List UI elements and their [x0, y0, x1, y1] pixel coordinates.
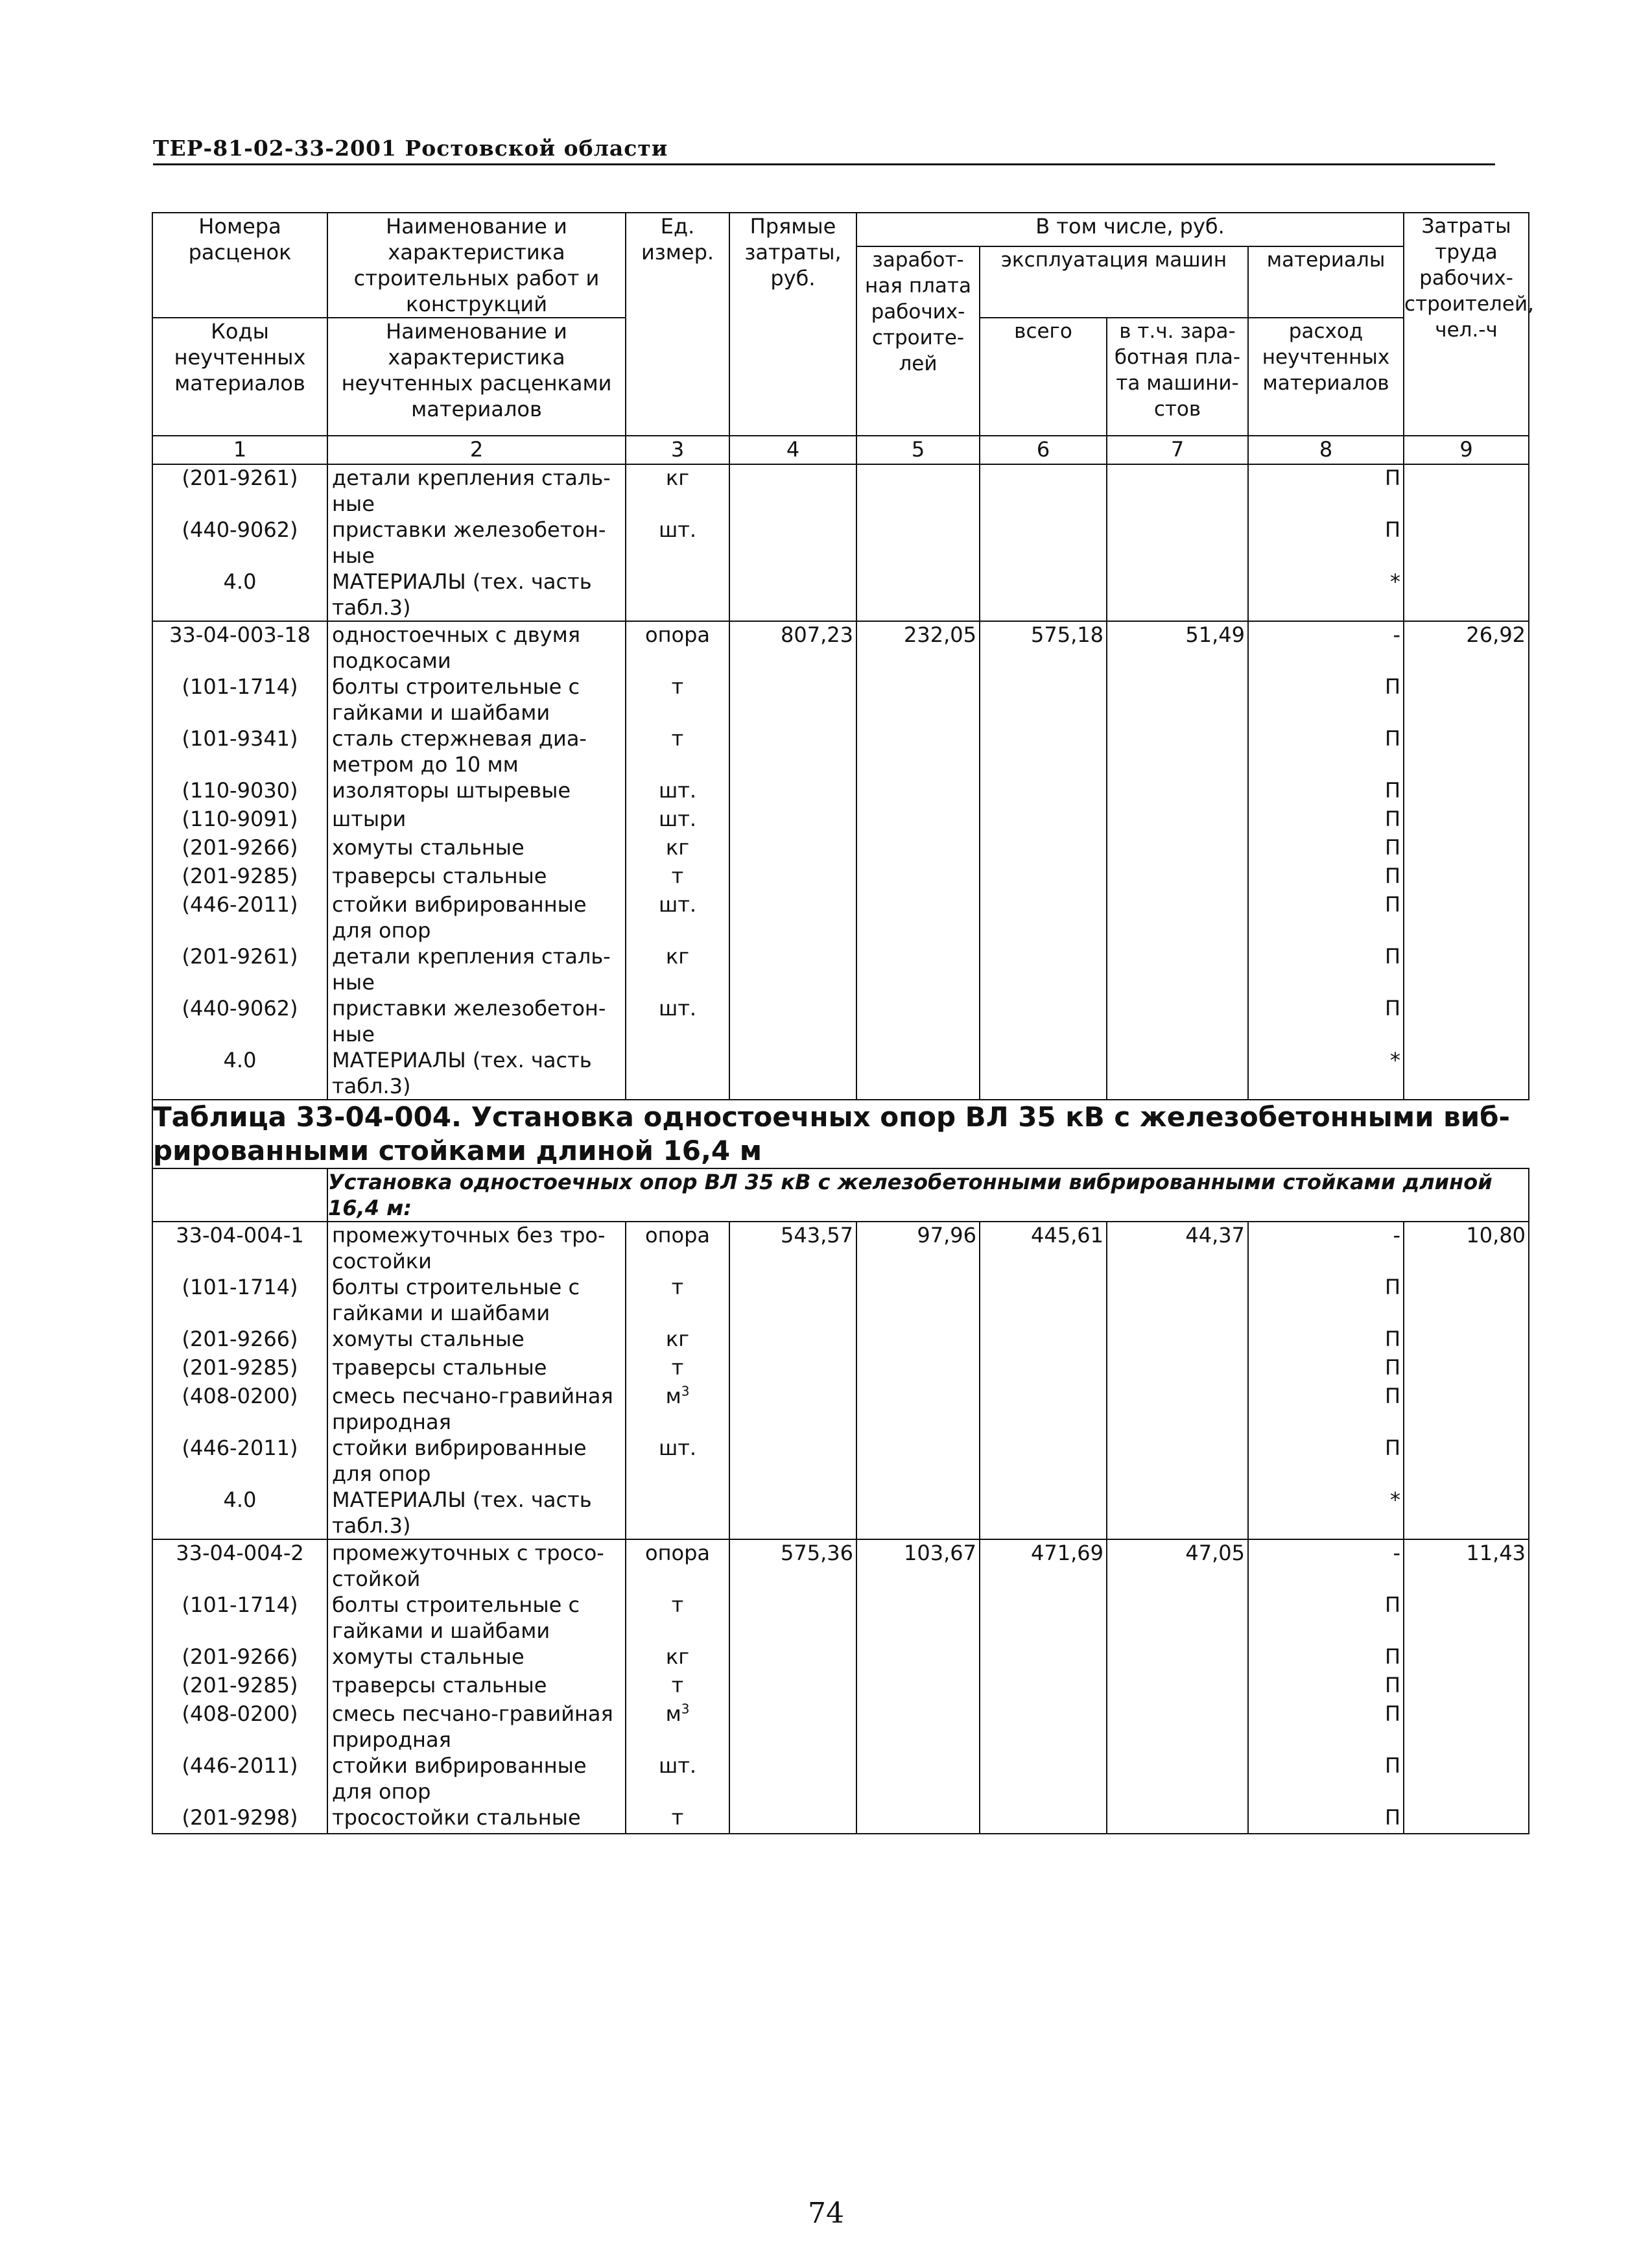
unit: шт.: [626, 995, 729, 1047]
direct-cost: [729, 1383, 856, 1435]
material-code: 4.0: [152, 1487, 327, 1539]
machines-total: 445,61: [980, 1222, 1107, 1274]
material-name: стойки вибрированные для опор: [327, 1435, 626, 1487]
labor: [1404, 1753, 1529, 1805]
direct-cost: 807,23: [729, 621, 856, 674]
machines-total: [980, 777, 1107, 806]
col-labor-header: Затраты труда рабочих-строителей, чел.-ч: [1404, 213, 1529, 436]
direct-cost: [729, 1672, 856, 1701]
material-code: (201-9266): [152, 1644, 327, 1672]
column-number-6: 6: [980, 436, 1107, 464]
machines-total: [980, 1753, 1107, 1805]
unit: кг: [626, 943, 729, 995]
wage: [856, 464, 980, 517]
materials-mark: *: [1248, 1047, 1404, 1100]
unit: шт.: [626, 1435, 729, 1487]
material-code: 4.0: [152, 1047, 327, 1100]
material-name: болты строительные с гайками и шайбами: [327, 1592, 626, 1644]
col-wage-header: заработ-ная плата рабочих-строите-лей: [856, 246, 980, 436]
unit: т: [626, 1805, 729, 1834]
machine-wage: [1107, 1383, 1248, 1435]
materials-mark: -: [1248, 621, 1404, 674]
direct-cost: [729, 1487, 856, 1539]
labor: 11,43: [1404, 1539, 1529, 1592]
labor: [1404, 1672, 1529, 1701]
labor: [1404, 943, 1529, 995]
machines-total: [980, 1592, 1107, 1644]
direct-cost: [729, 892, 856, 943]
material-name: стойки вибрированные для опор: [327, 1753, 626, 1805]
unit: т: [626, 1274, 729, 1326]
wage: [856, 1326, 980, 1355]
machine-wage: [1107, 1701, 1248, 1753]
material-name: смесь песчано-гравийная природная: [327, 1383, 626, 1435]
material-name: изоляторы штыревые: [327, 777, 626, 806]
wage: 232,05: [856, 621, 980, 674]
unit: т: [626, 1592, 729, 1644]
machine-wage: [1107, 1753, 1248, 1805]
rate-name: промежуточных без тро-состойки: [327, 1222, 626, 1274]
material-code: (201-9285): [152, 1672, 327, 1701]
price-table: [152, 212, 1534, 1834]
direct-cost: [729, 995, 856, 1047]
machine-wage: [1107, 835, 1248, 863]
labor: [1404, 517, 1529, 569]
machine-wage: [1107, 1672, 1248, 1701]
direct-cost: [729, 464, 856, 517]
material-name: МАТЕРИАЛЫ (тех. часть табл.3): [327, 1487, 626, 1539]
materials-mark: П: [1248, 726, 1404, 777]
rate-name: одностоечных с двумя подкосами: [327, 621, 626, 674]
wage: [856, 1644, 980, 1672]
material-code: (201-9261): [152, 943, 327, 995]
column-number-2: 2: [327, 436, 626, 464]
wage: [856, 1047, 980, 1100]
material-code: (201-9266): [152, 1326, 327, 1355]
machine-wage: [1107, 995, 1248, 1047]
unit: [626, 1487, 729, 1539]
labor: [1404, 674, 1529, 726]
material-code: (446-2011): [152, 892, 327, 943]
col-machine-wage-header: в т.ч. зара-ботная пла-та машини-стов: [1107, 318, 1248, 436]
machines-total: [980, 517, 1107, 569]
materials-mark: П: [1248, 1274, 1404, 1326]
wage: 103,67: [856, 1539, 980, 1592]
direct-cost: [729, 1701, 856, 1753]
materials-mark: П: [1248, 943, 1404, 995]
wage: [856, 1383, 980, 1435]
wage: [856, 863, 980, 892]
machines-total: 471,69: [980, 1539, 1107, 1592]
material-code: (201-9261): [152, 464, 327, 517]
col-material-codes-header: Коды неучтенных материалов: [152, 318, 327, 436]
material-code: (101-1714): [152, 674, 327, 726]
unit: т: [626, 1672, 729, 1701]
wage: [856, 1274, 980, 1326]
machine-wage: [1107, 1644, 1248, 1672]
machine-wage: [1107, 517, 1248, 569]
machines-total: [980, 1047, 1107, 1100]
labor: [1404, 806, 1529, 835]
machine-wage: [1107, 1805, 1248, 1834]
col-materials-header: расход неучтенных материалов: [1248, 318, 1404, 436]
wage: 97,96: [856, 1222, 980, 1274]
column-number-5: 5: [856, 436, 980, 464]
material-name: траверсы стальные: [327, 1672, 626, 1701]
direct-cost: [729, 806, 856, 835]
machine-wage: 47,05: [1107, 1539, 1248, 1592]
unit: опора: [626, 1222, 729, 1274]
material-name: болты строительные с гайками и шайбами: [327, 1274, 626, 1326]
wage: [856, 1592, 980, 1644]
col-machines-header: эксплуатация машин: [980, 246, 1248, 318]
labor: [1404, 569, 1529, 621]
labor: 26,92: [1404, 621, 1529, 674]
labor: [1404, 1383, 1529, 1435]
materials-mark: П: [1248, 1672, 1404, 1701]
material-code: (110-9030): [152, 777, 327, 806]
labor: [1404, 1274, 1529, 1326]
column-number-9: 9: [1404, 436, 1529, 464]
machines-total: [980, 464, 1107, 517]
material-code: (101-1714): [152, 1592, 327, 1644]
machine-wage: [1107, 464, 1248, 517]
unit-superscript: 3: [681, 1383, 690, 1399]
unit: [626, 1047, 729, 1100]
material-name: МАТЕРИАЛЫ (тех. часть табл.3): [327, 569, 626, 621]
page-header: [153, 130, 1495, 165]
machine-wage: [1107, 806, 1248, 835]
material-name: тросостойки стальные: [327, 1805, 626, 1834]
materials-mark: -: [1248, 1222, 1404, 1274]
table-title: Таблица 33-04-004. Установка одностоечных опор ВЛ 35 кВ с железобетонными виб-рированными стойками длиной 16,4 м: [152, 1100, 1529, 1168]
material-code: (408-0200): [152, 1701, 327, 1753]
column-number-7: 7: [1107, 436, 1248, 464]
labor: [1404, 1047, 1529, 1100]
direct-cost: [729, 863, 856, 892]
unit: т: [626, 1355, 729, 1383]
page-number: 74: [808, 2197, 844, 2230]
machines-total: [980, 1383, 1107, 1435]
machines-total: [980, 1326, 1107, 1355]
direct-cost: [729, 1644, 856, 1672]
labor: [1404, 1644, 1529, 1672]
labor: [1404, 835, 1529, 863]
wage: [856, 1701, 980, 1753]
document-title: ТЕР-81-02-33-2001 Ростовской области: [153, 136, 668, 161]
unit: $м^3$: [626, 1383, 729, 1435]
materials-mark: П: [1248, 1753, 1404, 1805]
col-direct-header: Прямые затраты, руб.: [729, 213, 856, 436]
wage: [856, 1672, 980, 1701]
machine-wage: 51,49: [1107, 621, 1248, 674]
wage: [856, 1487, 980, 1539]
material-code: (101-1714): [152, 1274, 327, 1326]
rate-code: 33-04-004-2: [152, 1539, 327, 1592]
machine-wage: [1107, 1326, 1248, 1355]
material-name: детали крепления сталь-ные: [327, 464, 626, 517]
rate-name: промежуточных с тросо-стойкой: [327, 1539, 626, 1592]
wage: [856, 1355, 980, 1383]
material-name: хомуты стальные: [327, 835, 626, 863]
unit: опора: [626, 621, 729, 674]
material-name: штыри: [327, 806, 626, 835]
materials-mark: П: [1248, 1592, 1404, 1644]
direct-cost: [729, 777, 856, 806]
materials-mark: П: [1248, 674, 1404, 726]
column-number-3: 3: [626, 436, 729, 464]
machine-wage: [1107, 1592, 1248, 1644]
materials-mark: П: [1248, 777, 1404, 806]
machines-total: [980, 1805, 1107, 1834]
materials-mark: П: [1248, 1805, 1404, 1834]
material-name: смесь песчано-гравийная природная: [327, 1701, 626, 1753]
unit: опора: [626, 1539, 729, 1592]
material-code: (446-2011): [152, 1753, 327, 1805]
material-code: (201-9285): [152, 1355, 327, 1383]
machines-total: [980, 569, 1107, 621]
labor: [1404, 892, 1529, 943]
material-code: (440-9062): [152, 517, 327, 569]
direct-cost: [729, 1326, 856, 1355]
direct-cost: [729, 674, 856, 726]
materials-mark: П: [1248, 1435, 1404, 1487]
materials-mark: П: [1248, 1644, 1404, 1672]
machine-wage: [1107, 1355, 1248, 1383]
machines-total: [980, 1644, 1107, 1672]
labor: [1404, 726, 1529, 777]
direct-cost: [729, 517, 856, 569]
unit: кг: [626, 1326, 729, 1355]
labor: [1404, 1805, 1529, 1834]
material-code: (201-9285): [152, 863, 327, 892]
col-codes-header: Номера расценок: [152, 213, 327, 318]
labor: 10,80: [1404, 1222, 1529, 1274]
material-name: МАТЕРИАЛЫ (тех. часть табл.3): [327, 1047, 626, 1100]
materials-mark: П: [1248, 995, 1404, 1047]
machines-total: [980, 1672, 1107, 1701]
unit-superscript: 3: [681, 1701, 690, 1717]
wage: [856, 777, 980, 806]
machines-total: [980, 1487, 1107, 1539]
labor: [1404, 995, 1529, 1047]
material-code: (201-9266): [152, 835, 327, 863]
wage: [856, 1753, 980, 1805]
materials-mark: П: [1248, 1326, 1404, 1355]
materials-mark: П: [1248, 517, 1404, 569]
materials-mark: *: [1248, 1487, 1404, 1539]
unit: шт.: [626, 1753, 729, 1805]
unit: кг: [626, 464, 729, 517]
wage: [856, 892, 980, 943]
material-name: стойки вибрированные для опор: [327, 892, 626, 943]
machine-wage: [1107, 1487, 1248, 1539]
materials-mark: П: [1248, 1701, 1404, 1753]
direct-cost: 575,36: [729, 1539, 856, 1592]
machines-total: [980, 892, 1107, 943]
direct-cost: [729, 1047, 856, 1100]
unit: кг: [626, 835, 729, 863]
materials-mark: *: [1248, 569, 1404, 621]
direct-cost: [729, 943, 856, 995]
unit: шт.: [626, 806, 729, 835]
materials-mark: П: [1248, 464, 1404, 517]
machine-wage: [1107, 674, 1248, 726]
machines-total: [980, 1355, 1107, 1383]
unit: шт.: [626, 892, 729, 943]
section-title: Установка одностоечных опор ВЛ 35 кВ с железобетонными вибрированными стойками длиной 16,4 м:: [327, 1168, 1529, 1222]
labor: [1404, 863, 1529, 892]
machine-wage: [1107, 569, 1248, 621]
machine-wage: [1107, 892, 1248, 943]
machines-total: [980, 726, 1107, 777]
machines-total: [980, 674, 1107, 726]
wage: [856, 569, 980, 621]
materials-mark: П: [1248, 1383, 1404, 1435]
materials-mark: -: [1248, 1539, 1404, 1592]
machine-wage: [1107, 726, 1248, 777]
machines-total: [980, 943, 1107, 995]
machines-total: [980, 1435, 1107, 1487]
materials-mark: П: [1248, 1355, 1404, 1383]
material-code: (101-9341): [152, 726, 327, 777]
labor: [1404, 1355, 1529, 1383]
col-unit-header: Ед. измер.: [626, 213, 729, 436]
material-code: (440-9062): [152, 995, 327, 1047]
material-name: приставки железобетон-ные: [327, 995, 626, 1047]
rate-code: 33-04-004-1: [152, 1222, 327, 1274]
direct-cost: [729, 835, 856, 863]
labor: [1404, 464, 1529, 517]
material-name: траверсы стальные: [327, 863, 626, 892]
material-code: (446-2011): [152, 1435, 327, 1487]
machine-wage: [1107, 943, 1248, 995]
wage: [856, 806, 980, 835]
direct-cost: [729, 1753, 856, 1805]
labor: [1404, 1701, 1529, 1753]
material-code: 4.0: [152, 569, 327, 621]
materials-mark: П: [1248, 806, 1404, 835]
direct-cost: [729, 1355, 856, 1383]
wage: [856, 943, 980, 995]
machine-wage: 44,37: [1107, 1222, 1248, 1274]
machine-wage: [1107, 777, 1248, 806]
labor: [1404, 1435, 1529, 1487]
unit: т: [626, 674, 729, 726]
machine-wage: [1107, 1435, 1248, 1487]
wage: [856, 1805, 980, 1834]
column-number-4: 4: [729, 436, 856, 464]
machines-total: [980, 1274, 1107, 1326]
direct-cost: [729, 1435, 856, 1487]
machines-total: [980, 835, 1107, 863]
material-name: приставки железобетон-ные: [327, 517, 626, 569]
machines-total: 575,18: [980, 621, 1107, 674]
machines-total: [980, 1701, 1107, 1753]
material-code: (408-0200): [152, 1383, 327, 1435]
material-name: хомуты стальные: [327, 1326, 626, 1355]
column-number-1: 1: [152, 436, 327, 464]
col-name-header: Наименование и характеристика строительных работ и конструкций: [327, 213, 626, 318]
material-name: детали крепления сталь-ные: [327, 943, 626, 995]
labor: [1404, 1592, 1529, 1644]
labor: [1404, 777, 1529, 806]
machines-total: [980, 863, 1107, 892]
unit: кг: [626, 1644, 729, 1672]
direct-cost: [729, 1805, 856, 1834]
direct-cost: [729, 1592, 856, 1644]
materials-mark: П: [1248, 892, 1404, 943]
machines-total: [980, 995, 1107, 1047]
material-code: (201-9298): [152, 1805, 327, 1834]
direct-cost: [729, 726, 856, 777]
unit: [626, 569, 729, 621]
labor: [1404, 1487, 1529, 1539]
unit: шт.: [626, 517, 729, 569]
materials-mark: П: [1248, 835, 1404, 863]
column-number-8: 8: [1248, 436, 1404, 464]
wage: [856, 726, 980, 777]
machines-total: [980, 806, 1107, 835]
materials-mark: П: [1248, 863, 1404, 892]
col-materials-group-header: материалы: [1248, 246, 1404, 318]
col-group-header: В том числе, руб.: [856, 213, 1404, 246]
direct-cost: [729, 1274, 856, 1326]
material-code: (110-9091): [152, 806, 327, 835]
col-material-name-header: Наименование и характеристика неучтенных расценками материалов: [327, 318, 626, 436]
wage: [856, 835, 980, 863]
material-name: хомуты стальные: [327, 1644, 626, 1672]
material-name: сталь стержневая диа-метром до 10 мм: [327, 726, 626, 777]
section-spacer: [152, 1168, 327, 1222]
wage: [856, 517, 980, 569]
wage: [856, 674, 980, 726]
wage: [856, 995, 980, 1047]
machine-wage: [1107, 1047, 1248, 1100]
direct-cost: 543,57: [729, 1222, 856, 1274]
material-name: траверсы стальные: [327, 1355, 626, 1383]
col-machines-total-header: всего: [980, 318, 1107, 436]
unit: т: [626, 863, 729, 892]
unit: $м^3$: [626, 1701, 729, 1753]
wage: [856, 1435, 980, 1487]
rate-code: 33-04-003-18: [152, 621, 327, 674]
material-name: болты строительные с гайками и шайбами: [327, 674, 626, 726]
machine-wage: [1107, 1274, 1248, 1326]
unit: шт.: [626, 777, 729, 806]
machine-wage: [1107, 863, 1248, 892]
unit: т: [626, 726, 729, 777]
labor: [1404, 1326, 1529, 1355]
direct-cost: [729, 569, 856, 621]
